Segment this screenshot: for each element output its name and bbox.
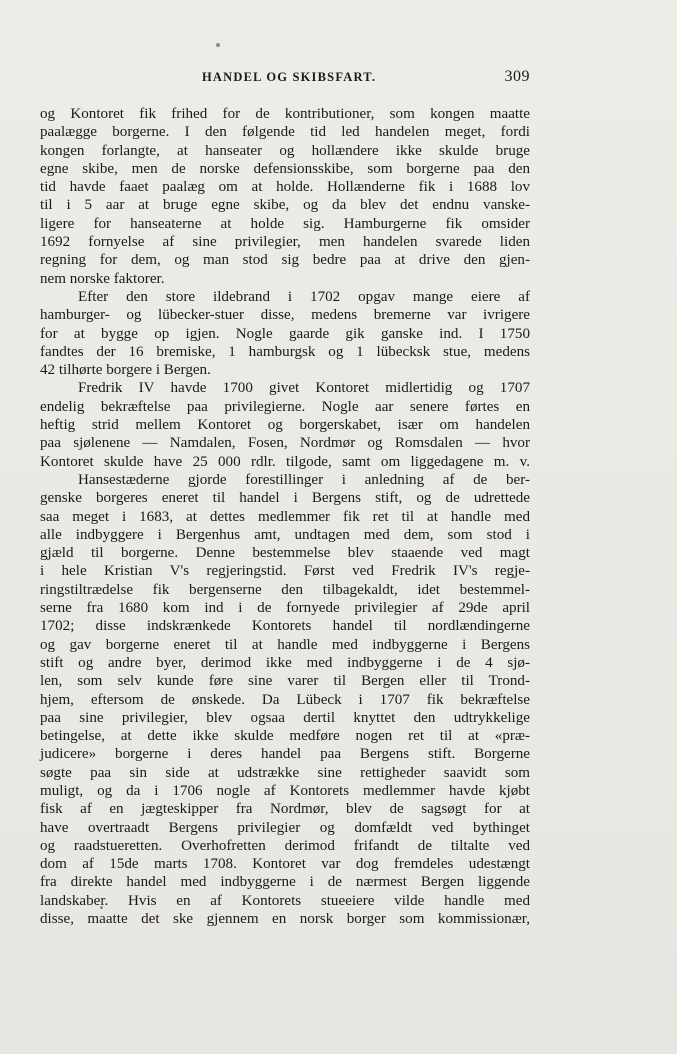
- text-line: ligere for hanseaterne at holde sig. Hamburgerne fik omsider: [40, 215, 530, 232]
- text-line: betingelse, at dette ikke skulde medføre nogen ret til at «præ-: [40, 728, 530, 745]
- text-line: alle indbyggere i Bergenhus amt, undtagen med dem, som stod i: [40, 526, 530, 543]
- text-line: regning for dem, og man stod sig bedre paa at drive den gjen-: [40, 252, 530, 269]
- text-line: paalægge borgerne. I den følgende tid led handelen meget, fordi: [40, 124, 530, 141]
- text-line: Kontoret skulde have 25 000 rdlr. tilgode, samt om liggedagene m. v.: [40, 453, 530, 470]
- text-line: muligt, og da i 1706 nogle af Kontorets medlemmer havde kjøbt: [40, 782, 530, 799]
- text-line: endelig bekræftelse paa privilegierne. Nogle aar senere førtes en: [40, 398, 530, 415]
- text-line: judicere» borgerne i deres handel paa Bergens stift. Borgerne: [40, 746, 530, 763]
- text-line: disse, maatte det ske gjennem en norsk borger som kommissionær,: [40, 911, 530, 928]
- text-line: 42 tilhørte borgere i Bergen.: [40, 362, 211, 379]
- text-line: genske borgeres eneret til handel i Bergens stift, og de udrettede: [40, 490, 530, 507]
- text-line: ringstiltrædelse fik bergenserne den tilbagekaldt, idet bestemmel-: [40, 581, 530, 598]
- text-line: serne fra 1680 kom ind i de fornyede privilegier af 29de april: [40, 600, 530, 617]
- text-line: tid havde faaet paalæg om at holde. Hollænderne fik i 1688 lov: [40, 179, 530, 196]
- text-line: og Kontoret fik frihed for de kontributioner, som kongen maatte: [40, 106, 530, 122]
- text-line: gjæld til borgerne. Denne bestemmelse blev staaende ved magt: [40, 545, 530, 562]
- text-line: og raadstueretten. Overhofretten derimod frifandt de tiltalte ved: [40, 837, 530, 854]
- running-title: HANDEL OG SKIBSFART.: [202, 70, 377, 84]
- text-line: paa sine privilegier, blev ogsaa dertil knyttet den udtrykkelige: [40, 709, 530, 726]
- text-line: have overtraadt Bergens privilegier og domfældt ved bythinget: [40, 819, 530, 836]
- text-line: nem norske faktorer.: [40, 270, 165, 287]
- body-text: [40, 105, 530, 928]
- text-line: Hansestæderne gjorde forestillinger i anledning af de ber-: [78, 471, 530, 488]
- page-header: [40, 68, 530, 90]
- text-line: fra direkte handel med indbyggerne i de nærmest Bergen liggende: [40, 874, 530, 891]
- text-line: egne skibe, men de norske defensionsskibe, som borgerne paa den: [40, 160, 530, 177]
- text-line: fandtes der 16 bremiske, 1 hamburgsk og 1 lübecksk stue, medens: [40, 343, 530, 360]
- text-line: hjem, eftersom de ønskede. Da Lübeck i 1707 fik bekræftelse: [40, 691, 530, 708]
- text-line: stift og andre byer, derimod ikke med indbyggerne i de 4 sjø-: [40, 654, 530, 671]
- text-line: 1692 fornyelse af sine privilegier, men handelen svarede liden: [40, 234, 530, 251]
- text-line: for at bygge op igjen. Nogle gaarde gik ganske ind. I 1750: [40, 325, 530, 342]
- print-speck: [216, 43, 220, 47]
- text-line: til i 5 aar at bruge egne skibe, og da blev det endnu vanske-: [40, 197, 530, 214]
- text-line: dom af 15de marts 1708. Kontoret var dog fremdeles udestængt: [40, 856, 530, 873]
- text-line: hamburger- og lübecker-stuer disse, medens bremerne var ivrigere: [40, 307, 530, 324]
- text-line: søgte paa sin side at udstrække sine rettigheder saavidt som: [40, 764, 530, 781]
- text-line: landskaber. Hvis en af Kontorets stueeiere vilde handle med: [40, 892, 530, 909]
- text-line: 1702; disse indskrænkede Kontorets handel til nordlændingerne: [40, 618, 530, 635]
- text-line: saa meget i 1683, at dettes medlemmer fik ret til at handle med: [40, 508, 530, 525]
- text-line: Fredrik IV havde 1700 givet Kontoret midlertidig og 1707: [78, 380, 530, 397]
- text-line: kongen forlangte, at hanseater og hollændere ikke skulde bruge: [40, 142, 530, 159]
- text-line: Efter den store ildebrand i 1702 opgav mange eiere af: [78, 288, 530, 305]
- text-line: i hele Kristian V's regjeringstid. Først ved Fredrik IV's regje-: [40, 563, 530, 580]
- text-line: len, som selv kunde føre sine varer til Bergen eller til Trond-: [40, 673, 530, 690]
- text-line: og gav borgerne eneret til at handle med indbyggerne i Bergens: [40, 636, 530, 653]
- text-line: heftig strid mellem Kontoret og borgerskabet, især om handelen: [40, 417, 530, 434]
- text-line: paa sjølenene — Namdalen, Fosen, Nordmør og Romsdalen — hvor: [40, 435, 530, 452]
- text-line: fisk af en jægteskipper fra Nordmør, blev de sagsøgt for at: [40, 801, 530, 818]
- page-number: 309: [504, 68, 530, 85]
